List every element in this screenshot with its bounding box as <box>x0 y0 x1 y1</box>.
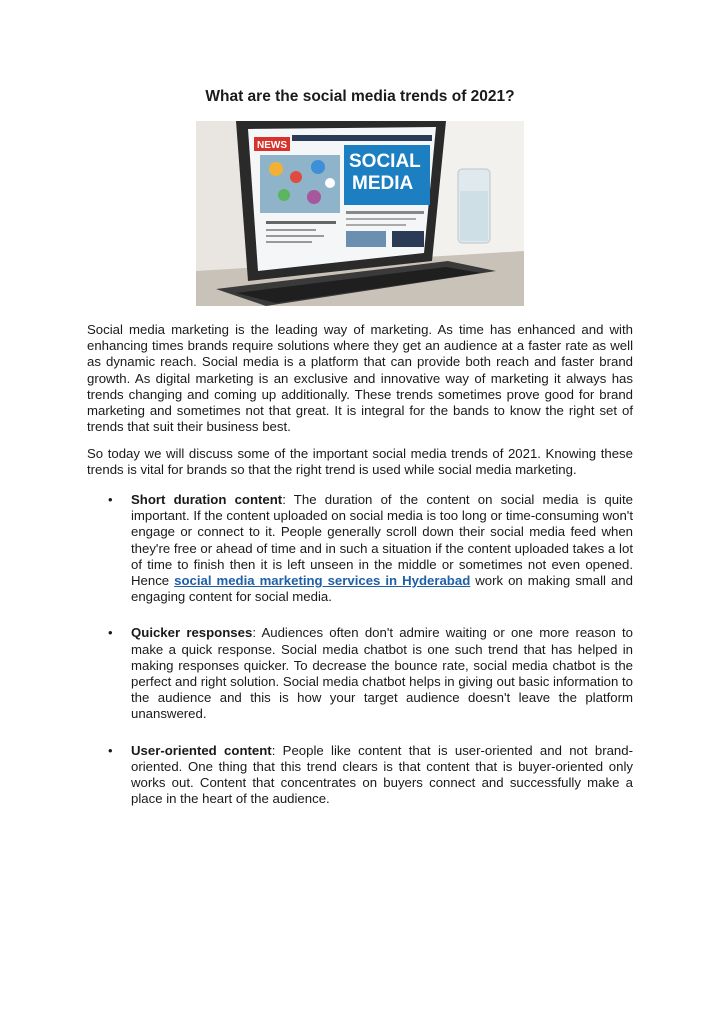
discussion-paragraph: So today we will discuss some of the important social media trends of 2021. Knowing these trends is vital for brands so that the right trend is used while social media marketing. <box>87 446 633 478</box>
bullet-icon: • <box>108 492 113 507</box>
page-title: What are the social media trends of 2021? <box>205 88 515 105</box>
bullet-text <box>131 492 633 605</box>
bullet-body: : People like content that is user-oriented and not brand-oriented. One thing that this trend clears is that content that is buyer-oriented only works out. Content that concentrates on buyers connect and successfully make a place in the heart of the audience. <box>131 742 633 807</box>
bullet-body: : The duration of the content on social media is quite important. If the content uploaded on social media is too long or time-consuming won't engage or connect to it. People generally scroll down their social media feed when they're free or ahead of time and in such a situation if the content uploaded takes a lot of time to finish then it is left unseen in the middle or sometimes not even opened. Hence <box>131 492 633 589</box>
list-item <box>0 625 720 722</box>
bullet-body-end: work on making small and engaging content for social media. <box>131 573 633 605</box>
screen-headline-1: SOCIAL <box>349 151 421 172</box>
laptop-news-image <box>196 121 524 306</box>
bullet-heading: Quicker responses <box>131 625 253 641</box>
bullet-icon: • <box>108 742 113 758</box>
intro-paragraph: Social media marketing is the leading way of marketing. As time has enhanced and with enhancing times brands require solutions where they get an audience at a faster rate as well as dynamic reach. Social media is a platform that can provide both reach and faster brand growth. As digital marketing is an exclusive and innovative way of marketing it always has trends changing and coming up additionally. These trends sometimes prove good for brand marketing and sometimes not that great. It is integral for the bands to know the right set of trends that suit their business best. <box>87 322 633 435</box>
trends-list <box>0 492 720 827</box>
screen-headline-2: MEDIA <box>352 173 414 194</box>
list-item <box>0 492 720 605</box>
list-item <box>0 743 720 808</box>
bullet-heading: Short duration content <box>131 492 283 507</box>
bullet-body: : Audiences often don't admire waiting or one more reason to make a quick response. Social media chatbot is one such trend that has helped in making responses quicker. To decrease the bounce rate, social media chatbot is the perfect and right solution. Social media chatbot helps in giving out basic information to the audience and this is how your target audience doesn't leave the platform unanswered. <box>131 625 633 722</box>
bullet-heading: User-oriented content <box>131 742 272 758</box>
services-link[interactable]: social media marketing services in Hyderabad <box>174 573 471 589</box>
screen-badge-text: NEWS <box>257 140 287 151</box>
bullet-text <box>131 625 633 722</box>
bullet-icon: • <box>108 625 113 641</box>
bullet-text <box>131 743 633 808</box>
